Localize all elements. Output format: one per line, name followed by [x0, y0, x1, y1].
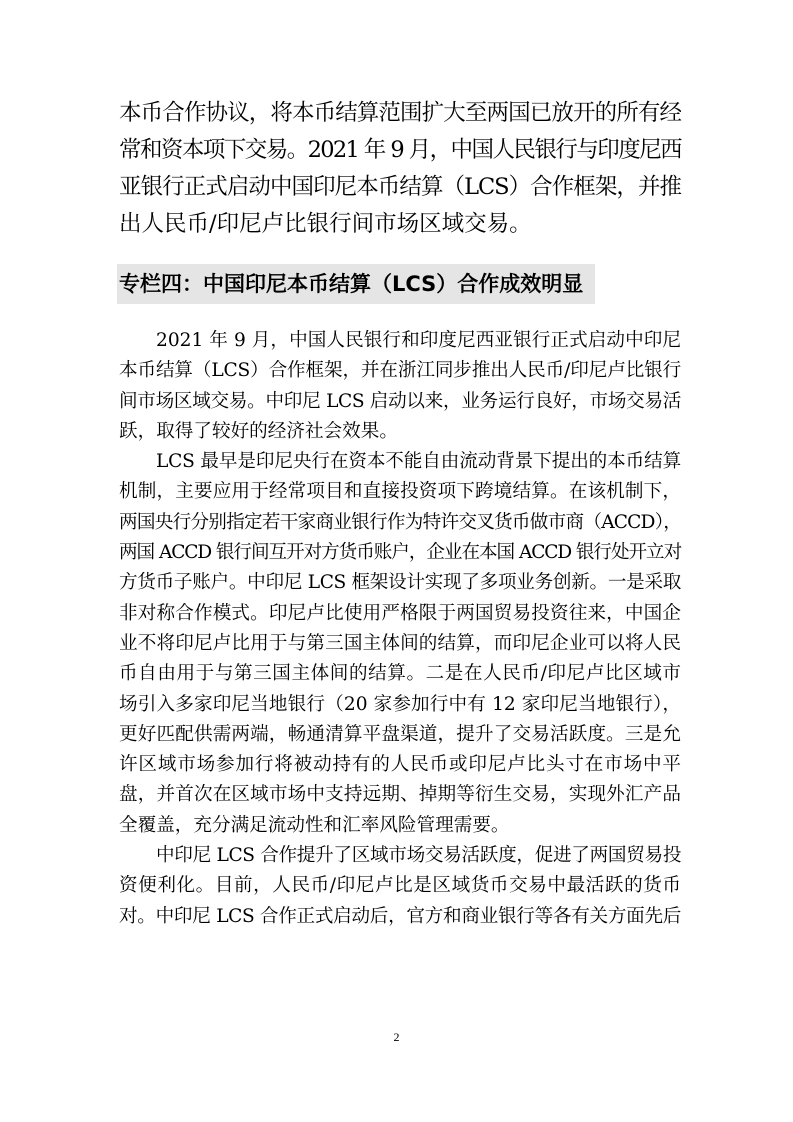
text-line: 中印尼 LCS 合作提升了区域市场交易活跃度，促进了两国贸易投 [156, 845, 681, 867]
text-line: 出人民币/印尼卢比银行间市场区域交易。 [119, 211, 532, 237]
box-body [119, 326, 681, 932]
text-line: 盘，并首次在区域市场中支持远期、掉期等衍生交易，实现外汇产品 [119, 784, 681, 806]
intro-paragraph [119, 95, 681, 243]
page-number: 2 [393, 1030, 400, 1044]
text-line: 场引入多家印尼当地银行（20 家参加行中有 12 家印尼当地银行）， [119, 693, 681, 715]
text-line: LCS 最早是印尼央行在资本不能自由流动背景下提出的本币结算 [156, 451, 681, 473]
text-line: 许区域市场参加行将被动持有的人民币或印尼卢比头寸在市场中平 [119, 754, 681, 776]
text-line: 本币结算（LCS）合作框架，并在浙江同步推出人民币/印尼卢比银行 [119, 360, 681, 382]
text-line: 全覆盖，充分满足流动性和汇率风险管理需要。 [119, 814, 510, 836]
text-line: 币自由用于与第三国主体间的结算。二是在人民币/印尼卢比区域市 [119, 663, 681, 685]
text-line: 两国央行分别指定若干家商业银行作为特许交叉货币做市商（ACCD）， [119, 511, 681, 533]
box-heading [117, 264, 595, 304]
box-heading-text: 专栏四：中国印尼本币结算（LCS）合作成效明显 [119, 272, 584, 296]
text-line: 间市场区域交易。中印尼 LCS 启动以来，业务运行良好，市场交易活 [119, 390, 681, 412]
text-line: 2021 年 9 月，中国人民银行和印度尼西亚银行正式启动中印尼 [156, 330, 681, 351]
text-line: 非对称合作模式。印尼卢比使用严格限于两国贸易投资往来，中国企 [119, 602, 681, 624]
text-line: 本币合作协议，将本币结算范围扩大至两国已放开的所有经 [119, 100, 681, 126]
text-line: 业不将印尼卢比用于与第三国主体间的结算，而印尼企业可以将人民 [119, 632, 681, 654]
text-line: 常和资本项下交易。2021 年 9 月，中国人民银行与印度尼西 [119, 137, 681, 163]
text-line: 亚银行正式启动中国印尼本币结算（LCS）合作框架，并推 [119, 174, 681, 200]
text-line: 资便利化。目前，人民币/印尼卢比是区域货币交易中最活跃的货币 [119, 875, 681, 897]
text-line: 跃，取得了较好的经济社会效果。 [119, 420, 398, 442]
text-line: 方货币子账户。中印尼 LCS 框架设计实现了多项业务创新。一是采取 [119, 572, 681, 594]
text-line: 两国 ACCD 银行间互开对方货币账户，企业在本国 ACCD 银行处开立对 [119, 542, 681, 564]
text-line: 机制，主要应用于经常项目和直接投资项下跨境结算。在该机制下， [119, 481, 681, 503]
text-line: 更好匹配供需两端，畅通清算平盘渠道，提升了交易活跃度。三是允 [119, 723, 681, 745]
text-line: 对。中印尼 LCS 合作正式启动后，官方和商业银行等各有关方面先后 [119, 905, 681, 927]
